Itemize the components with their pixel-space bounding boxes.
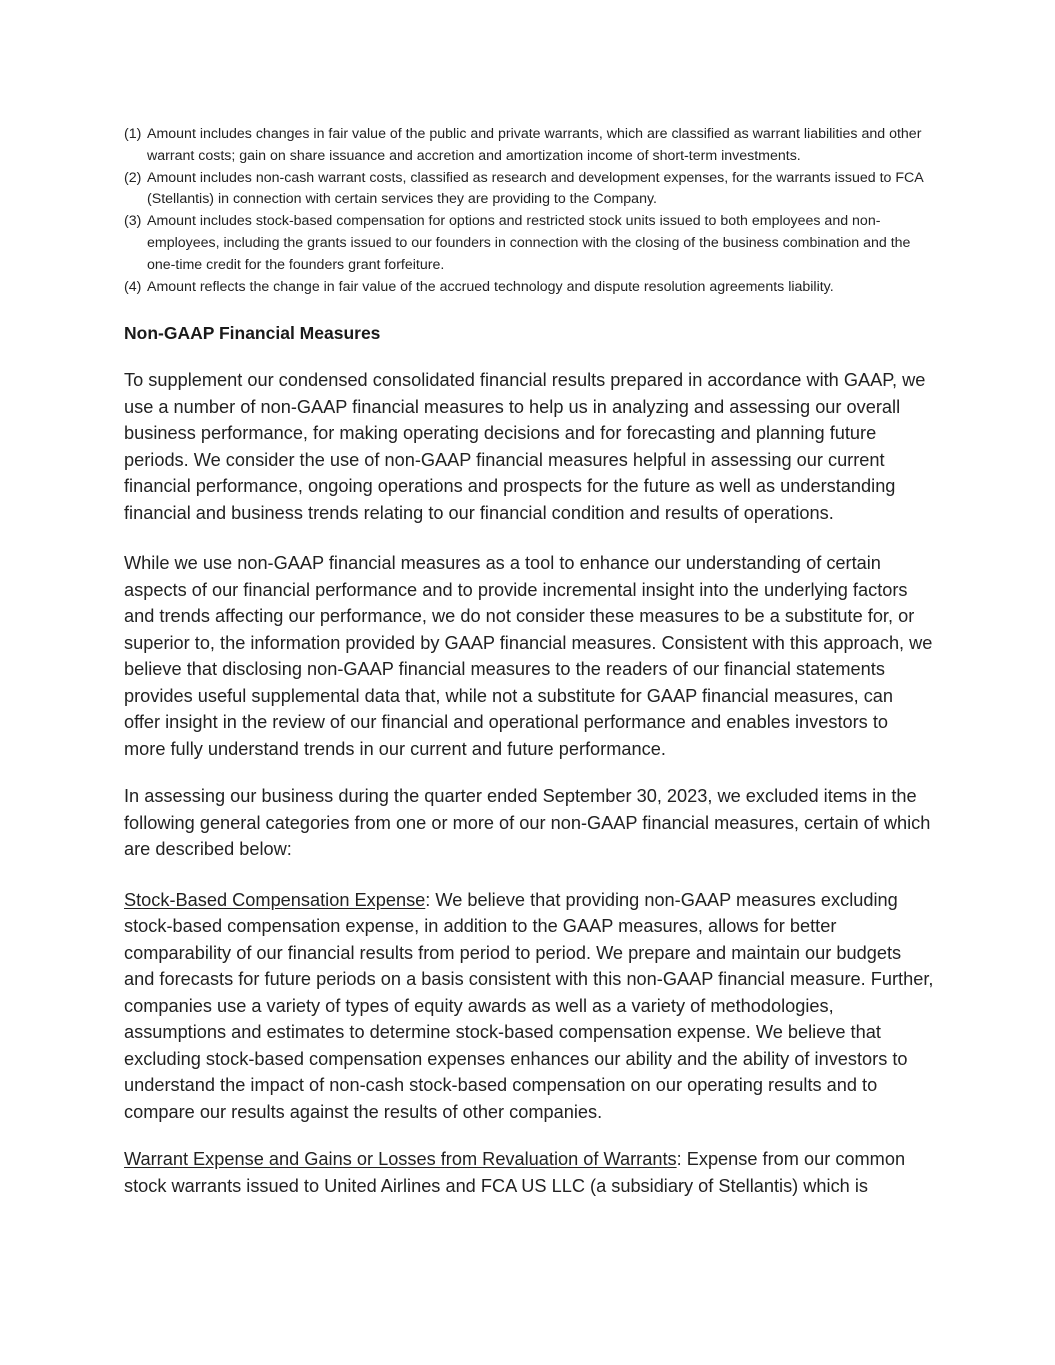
stock-based-compensation-term: Stock-Based Compensation Expense	[124, 889, 426, 910]
footnote-item	[124, 124, 934, 168]
footnote-text: Amount includes non-cash warrant costs, classified as research and development expenses, for the warrants issued to FCA (Stellantis) in connection with certain services they are providing to the Company.	[147, 169, 923, 208]
body-paragraph: In assessing our business during the quarter ended September 30, 2023, we excluded items in the following general categories from one or more of our non-GAAP financial measures, certain of which are described below:	[124, 786, 931, 860]
footnote-item	[124, 277, 934, 299]
body-paragraph: While we use non-GAAP financial measures as a tool to enhance our understanding of certain aspects of our financial performance and to provide incremental insight into the underlying factors and trends affecting our performance, we do not consider these measures to be a substitute for, or superior to, the information provided by GAAP financial measures. Consistent with this approach, we believe that disclosing non-GAAP financial measures to the readers of our financial statements provides useful supplemental data that, while not a substitute for GAAP financial measures, can offer insight in the review of our financial and operational performance and enables investors to more fully understand trends in our current and future performance.	[124, 553, 933, 759]
footnote-number: (4)	[124, 278, 142, 295]
intro-paragraph: To supplement our condensed consolidated financial results prepared in accordance with GAAP, we use a number of non-GAAP financial measures to help us in analyzing and assessing our overall business performance, for making operating decisions and for forecasting and planning future periods. We consider the use of non-GAAP financial measures helpful in assessing our current financial performance, ongoing operations and prospects for the future as well as understanding financial and business trends relating to our financial condition and results of operations.	[124, 370, 926, 523]
warrant-expense-paragraph	[124, 1146, 934, 1199]
footnote-number: (2)	[124, 169, 142, 186]
footnote-list	[124, 124, 934, 298]
footnote-number: (1)	[124, 126, 142, 142]
footnote-item	[124, 168, 934, 212]
footnote-text: Amount includes changes in fair value of the public and private warrants, which are classified as warrant liabilities and other warrant costs; gain on share issuance and accretion and amortization income of short-term investments.	[147, 126, 922, 164]
footnote-number: (3)	[124, 213, 142, 230]
warrant-expense-text: : Expense from our common stock warrants issued to United Airlines and FCA US LLC (a subsidiary of Stellantis) which is	[124, 1149, 906, 1196]
stock-based-compensation-paragraph	[124, 887, 934, 1126]
document-page	[124, 124, 934, 1199]
footnote-text: Amount includes stock-based compensation for options and restricted stock units issued to both employees and non-employees, including the grants issued to our founders in connection with the closing of the business combination and the one-time credit for the founders grant forfeiture.	[147, 213, 911, 273]
footnote-text: Amount reflects the change in fair value of the accrued technology and dispute resolution agreements liability.	[147, 278, 834, 295]
section-heading: Non-GAAP Financial Measures	[124, 323, 381, 344]
footnote-item	[124, 211, 934, 276]
stock-based-compensation-text: : We believe that providing non-GAAP measures excluding stock-based compensation expense, in addition to the GAAP measures, allows for better comparability of our financial results from period to period. We prepare and maintain our budgets and forecasts for future periods on a basis consistent with this non-GAAP financial measure. Further, companies use a variety of types of equity awards as well as a variety of methodologies, assumptions and estimates to determine stock-based compensation expense. We believe that excluding stock-based compensation expenses enhances our ability and the ability of investors to understand the impact of non-cash stock-based compensation on our operating results and to compare our results against the results of other companies.	[124, 889, 934, 1122]
warrant-expense-term: Warrant Expense and Gains or Losses from Revaluation of Warrants	[124, 1149, 677, 1170]
